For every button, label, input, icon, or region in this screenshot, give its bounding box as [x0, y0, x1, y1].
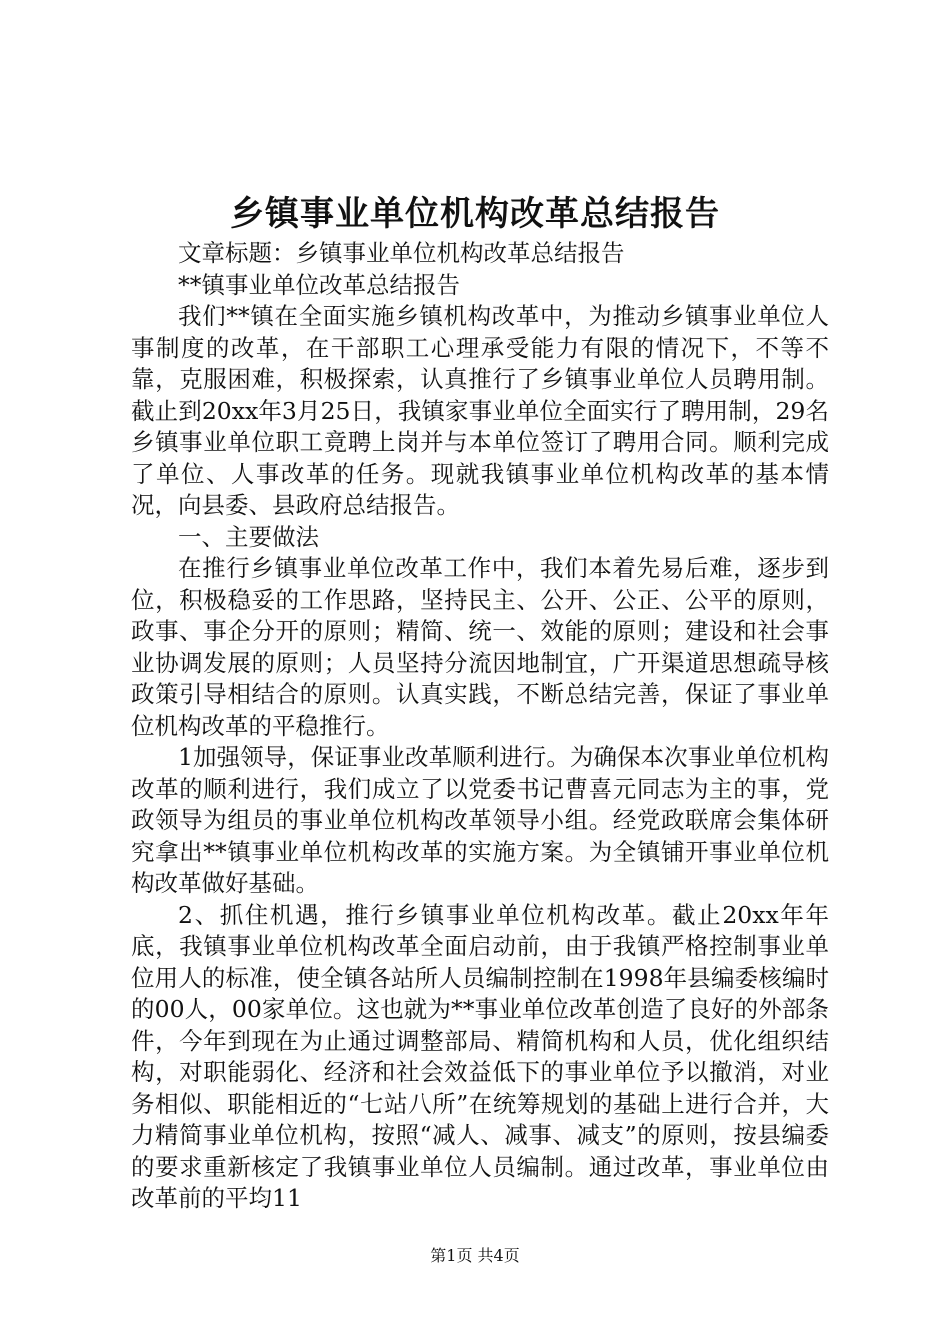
- page-footer: 第1页 共4页: [430, 1246, 520, 1265]
- paragraph-report-heading: **镇事业单位改革总结报告: [178, 270, 460, 299]
- section-heading-main-methods: 一、主要做法: [178, 522, 319, 551]
- paragraph-article-title: 文章标题：乡镇事业单位机构改革总结报告: [178, 239, 625, 267]
- paragraph-item-1: 1加强领导，保证事业改革顺利进行。为确保本次事业单位机构改革的顺利进行，我们成立了以党委书记曹喜元同志为主的事，党政领导为组员的事业单位机构改革领导小组。经党政联席会集体研究拿出**镇事业单位机构改革的实施方案。为全镇铺开事业单位机构改革做好基础。: [131, 743, 829, 897]
- document-title: 乡镇事业单位机构改革总结报告: [230, 194, 720, 234]
- paragraph-principles: 在推行乡镇事业单位改革工作中，我们本着先易后难，逐步到位，积极稳妥的工作思路，坚持民主、公开、公正、公平的原则，政事、事企分开的原则；精简、统一、效能的原则；建设和社会事业协调发展的原则；人员坚持分流因地制宜，广开渠道思想疏导核政策引导相结合的原则。认真实践，不断总结完善，保证了事业单位机构改革的平稳推行。: [131, 554, 829, 740]
- paragraph-item-2: 2、抓住机遇，推行乡镇事业单位机构改革。截止20xx年年底，我镇事业单位机构改革全面启动前，由于我镇严格控制事业单位用人的标准，使全镇各站所人员编制控制在1998年县编委核编时的00人，00家单位。这也就为**事业单位改革创造了良好的外部条件，今年到现在为止通过调整部局、精简机构和人员，优化组织结构，对职能弱化、经济和社会效益低下的事业单位予以撤消，对业务相似、职能相近的“七站八所”在统筹规划的基础上进行合并，大力精简事业单位机构，按照“减人、减事、减支”的原则，按县编委的要求重新核定了我镇事业单位人员编制。通过改革，事业单位由改革前的平均11: [131, 900, 829, 1212]
- document-body: [131, 238, 829, 1215]
- paragraph-intro: 我们**镇在全面实施乡镇机构改革中，为推动乡镇事业单位人事制度的改革，在干部职工心理承受能力有限的情况下，不等不靠，克服困难，积极探索，认真推行了乡镇事业单位人员聘用制。截止到20xx年3月25日，我镇家事业单位全面实行了聘用制，29名乡镇事业单位职工竟聘上岗并与本单位签订了聘用合同。顺利完成了单位、人事改革的任务。现就我镇事业单位机构改革的基本情况，向县委、县政府总结报告。: [131, 302, 829, 519]
